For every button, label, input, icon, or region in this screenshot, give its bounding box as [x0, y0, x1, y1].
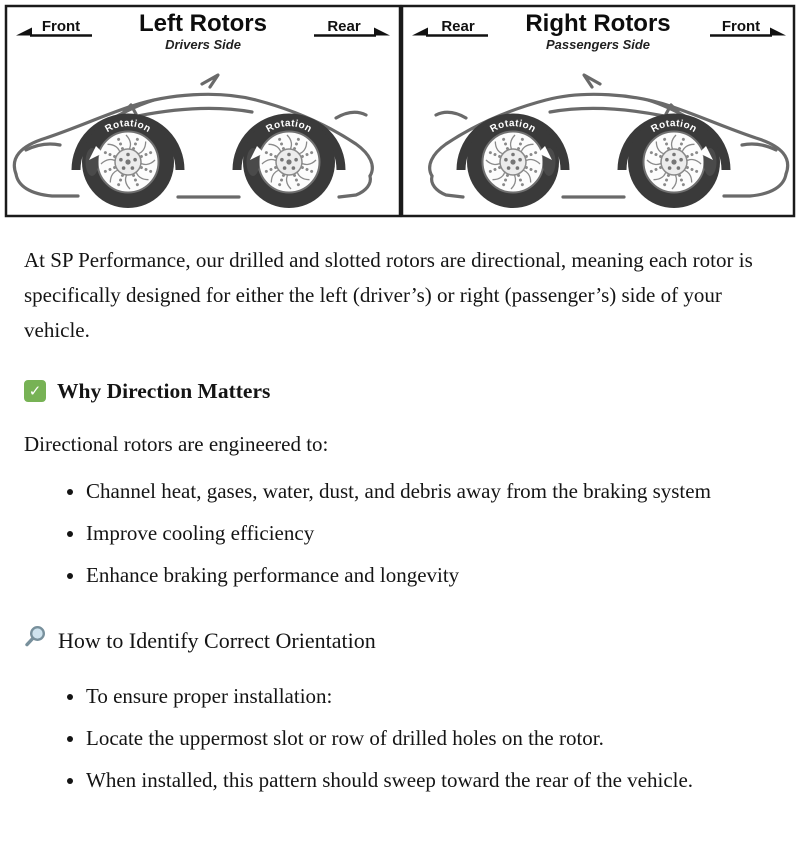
list-item: • Channel heat, gases, water, dust, and debris away from the braking system: [86, 474, 776, 509]
list-item: • Improve cooling efficiency: [86, 516, 776, 551]
rotor-direction-diagram: [0, 0, 800, 223]
orientation-heading-text: How to Identify Correct Orientation: [58, 627, 376, 653]
why-direction-list: [24, 474, 776, 593]
list-item: • Enhance braking performance and longevity: [86, 558, 776, 593]
svg-text:Rotation: Rotation: [264, 118, 314, 136]
orientation-list: [24, 679, 776, 798]
svg-text:Rotation: Rotation: [488, 118, 538, 136]
svg-text:Rotation: Rotation: [649, 118, 699, 136]
why-direction-heading-text: Why Direction Matters: [57, 378, 271, 403]
rotor-diagram-svg: [4, 4, 796, 218]
list-item: • To ensure proper installation:: [86, 679, 776, 714]
left-panel-subtitle: Drivers Side: [165, 37, 241, 52]
svg-text:Rotation: Rotation: [103, 118, 153, 136]
right-panel-front-label: Front: [721, 18, 761, 35]
right-panel-subtitle: Passengers Side: [545, 37, 651, 52]
orientation-heading: [24, 623, 776, 660]
check-icon: ✓: [24, 380, 46, 402]
left-panel-title: Left Rotors: [139, 10, 267, 37]
article-body: [0, 223, 800, 852]
list-item: • When installed, this pattern should sweep toward the rear of the vehicle.: [86, 763, 776, 798]
why-direction-heading: [24, 374, 776, 410]
intro-paragraph: At SP Performance, our drilled and slotted rotors are directional, meaning each rotor is specifically designed for either the left (driver’s) or right (passenger’s) side of your vehicle.: [24, 248, 753, 342]
list-item: • Locate the uppermost slot or row of drilled holes on the rotor.: [86, 721, 776, 756]
right-panel-rear-label: Rear: [441, 18, 475, 35]
magnifier-icon: [24, 623, 47, 660]
why-direction-lead: Directional rotors are engineered to:: [24, 432, 329, 457]
left-panel-rear-label: Rear: [327, 18, 361, 35]
right-panel-title: Right Rotors: [525, 10, 671, 37]
left-panel-front-label: Front: [41, 18, 81, 35]
